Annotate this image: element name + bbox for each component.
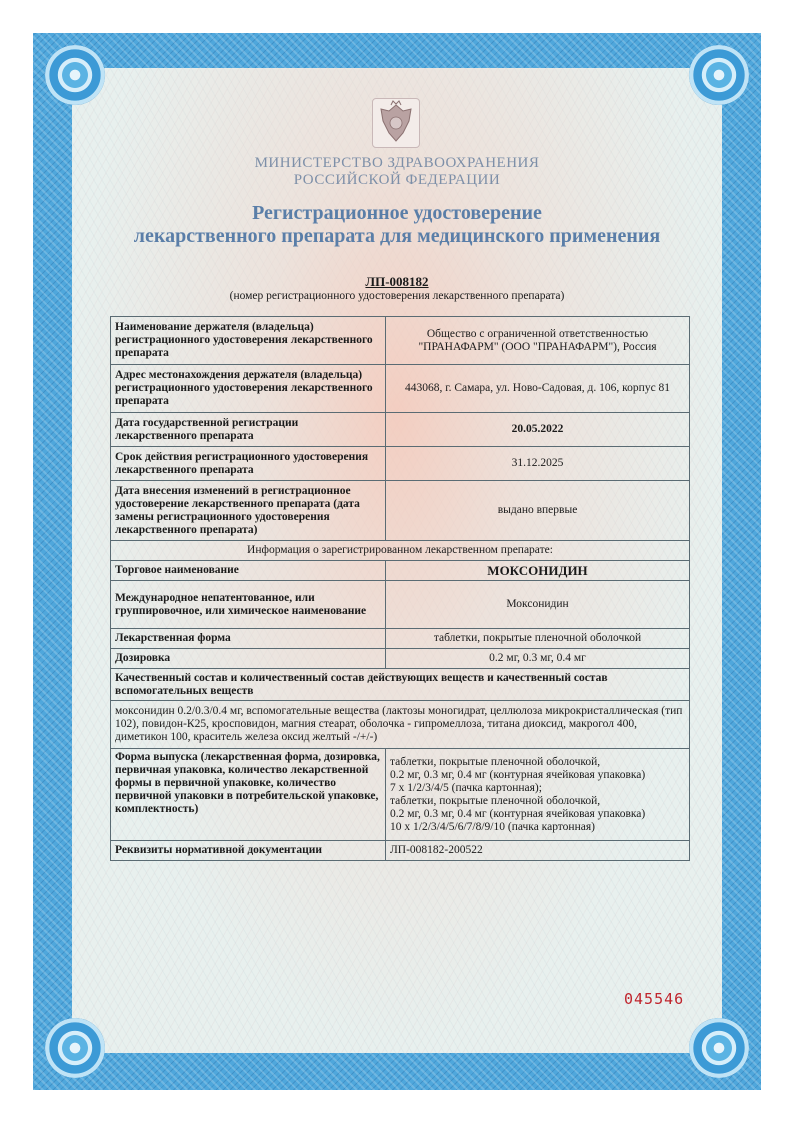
table-row [111, 365, 690, 413]
composition-value: моксонидин 0.2/0.3/0.4 мг, вспомогательные вещества (лактозы моногидрат, целлюлоза микрокристаллическая (тип 102), повидон-К25, кросповидон, магния стеарат, оболочка - гипромеллоза, титана диоксид, макрогол 400, диметикон 100, краситель железа оксид желтый -/+/-) [111, 701, 690, 749]
guilloche-rosette-icon [689, 1018, 749, 1078]
changes-label: Дата внесения изменений в регистрационное удостоверение лекарственного препарата (дата замены регистрационного удостоверения лекарственного препарата) [111, 481, 386, 541]
table-row [111, 561, 690, 581]
ministry-name-line2: РОССИЙСКОЙ ФЕДЕРАЦИИ [293, 172, 501, 188]
inn-label: Международное непатентованное, или группировочное, или химическое наименование [111, 581, 386, 629]
coat-of-arms-icon [372, 98, 420, 148]
release-value [386, 749, 690, 841]
table-row [111, 581, 690, 629]
holder-label: Наименование держателя (владельца) регистрационного удостоверения лекарственного препарата [111, 317, 386, 365]
guilloche-rosette-icon [45, 1018, 105, 1078]
table-row [111, 649, 690, 669]
reg-date-label: Дата государственной регистрации лекарственного препарата [111, 413, 386, 447]
reg-date-value: 20.05.2022 [386, 413, 690, 447]
address-label: Адрес местонахождения держателя (владельца) регистрационного удостоверения лекарственного препарата [111, 365, 386, 413]
release-label: Форма выпуска (лекарственная форма, дозировка, первичная упаковка, количество лекарственной формы в первичной упаковке, количество первичной упаковки в потребительской упаковке, комплектность) [111, 749, 386, 841]
changes-value: выдано впервые [386, 481, 690, 541]
ministry-name-line1: МИНИСТЕРСТВО ЗДРАВООХРАНЕНИЯ [254, 155, 540, 171]
inn-value: Моксонидин [386, 581, 690, 629]
table-row [111, 629, 690, 649]
release-line: 0.2 мг, 0.3 мг, 0.4 мг (контурная ячейковая упаковка) [390, 807, 646, 820]
dosage-value: 0.2 мг, 0.3 мг, 0.4 мг [386, 649, 690, 669]
guilloche-rosette-icon [45, 45, 105, 105]
trade-name-label: Торговое наименование [111, 561, 386, 581]
composition-label: Качественный состав и количественный состав действующих веществ и качественный состав вспомогательных веществ [111, 669, 690, 701]
table-row [111, 481, 690, 541]
table-row [111, 541, 690, 561]
table-row [111, 447, 690, 481]
docs-label: Реквизиты нормативной документации [111, 841, 386, 861]
certificate-table [110, 316, 690, 861]
registration-number-caption: (номер регистрационного удостоверения лекарственного препарата) [229, 290, 565, 302]
registration-number: ЛП-008182 [365, 274, 429, 289]
release-line: 0.2 мг, 0.3 мг, 0.4 мг (контурная ячейковая упаковка) [390, 768, 646, 781]
release-line: таблетки, покрытые пленочной оболочкой, [390, 794, 601, 807]
certificate-title-line1: Регистрационное удостоверение [252, 202, 542, 224]
release-line: 10 х 1/2/3/4/5/6/7/8/9/10 (пачка картонная) [390, 820, 595, 833]
validity-value: 31.12.2025 [386, 447, 690, 481]
address-value: 443068, г. Самара, ул. Ново-Садовая, д. 106, корпус 81 [386, 365, 690, 413]
form-label: Лекарственная форма [111, 629, 386, 649]
trade-name-value: МОКСОНИДИН [386, 561, 690, 581]
certificate-title-line2: лекарственного препарата для медицинского применения [133, 225, 661, 247]
guilloche-rosette-icon [689, 45, 749, 105]
table-row [111, 669, 690, 701]
docs-value: ЛП-008182-200522 [386, 841, 690, 861]
table-row [111, 841, 690, 861]
table-row [111, 317, 690, 365]
drug-info-section-title: Информация о зарегистрированном лекарственном препарате: [111, 541, 690, 561]
form-value: таблетки, покрытые пленочной оболочкой [386, 629, 690, 649]
table-row [111, 413, 690, 447]
validity-label: Срок действия регистрационного удостоверения лекарственного препарата [111, 447, 386, 481]
table-row [111, 749, 690, 841]
dosage-label: Дозировка [111, 649, 386, 669]
table-row [111, 701, 690, 749]
holder-value: Общество с ограниченной ответственностью "ПРАНАФАРМ" (ООО "ПРАНАФАРМ"), Россия [386, 317, 690, 365]
serial-number: 045546 [624, 990, 685, 1008]
release-line: 7 х 1/2/3/4/5 (пачка картонная); [390, 781, 542, 794]
release-line: таблетки, покрытые пленочной оболочкой, [390, 755, 601, 768]
